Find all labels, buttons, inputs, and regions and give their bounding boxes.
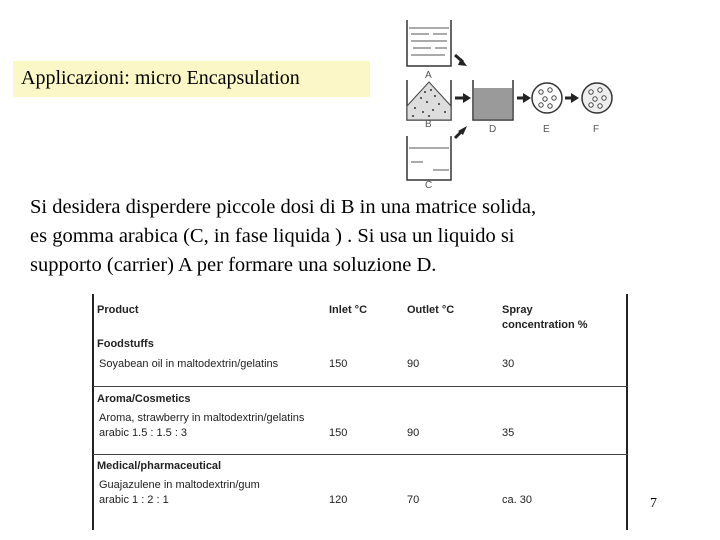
section-aroma-cosmetics: Aroma/Cosmetics (97, 393, 191, 405)
table-cell-outlet: 70 (407, 494, 420, 506)
table-cell-spray: 35 (502, 427, 515, 439)
page-number: 7 (650, 496, 657, 511)
label-c: C (425, 180, 433, 191)
table-cell-inlet: 120 (329, 494, 348, 506)
table-divider (93, 386, 628, 387)
body-line-2: es gomma arabica (C, in fase liquida ) . Si usa un liquido si (30, 225, 515, 247)
table-cell-product-cont: arabic 1 : 2 : 1 (99, 494, 169, 506)
title-box (13, 61, 370, 97)
section-foodstuffs: Foodstuffs (97, 338, 154, 350)
label-b: B (425, 119, 432, 130)
table-cell-inlet: 150 (329, 358, 348, 370)
table-border-left (92, 294, 94, 530)
header-outlet: Outlet °C (407, 304, 455, 316)
beaker-b (407, 80, 451, 120)
label-f: F (593, 124, 600, 135)
section-medical-pharmaceutical: Medical/pharmaceutical (97, 460, 222, 472)
header-inlet: Inlet °C (329, 304, 368, 316)
table-cell-spray: 30 (502, 358, 515, 370)
diagram-svg (395, 10, 625, 192)
table-cell-product-cont: arabic 1.5 : 1.5 : 3 (99, 427, 188, 439)
table-cell-outlet: 90 (407, 358, 420, 370)
header-product: Product (97, 304, 139, 316)
beaker-d (473, 80, 513, 120)
table-cell-product: Aroma, strawberry in maltodextrin/gelatins (99, 412, 305, 424)
body-line-3: supporto (carrier) A per formare una soluzione D. (30, 254, 437, 276)
table-cell-product: Soyabean oil in maltodextrin/gelatins (99, 358, 279, 370)
table-cell-product: Guajazulene in maltodextrin/gum (99, 479, 260, 491)
label-a: A (425, 70, 432, 81)
spray-drying-table (93, 294, 628, 530)
body-paragraph (30, 193, 690, 280)
table-cell-inlet: 150 (329, 427, 348, 439)
body-line-1: Si desidera disperdere piccole dosi di B in una matrice solida, (30, 196, 537, 218)
particle-f (582, 83, 612, 113)
label-e: E (543, 124, 550, 135)
table-divider (93, 454, 628, 455)
table-cell-spray: ca. 30 (502, 494, 532, 506)
table-cell-outlet: 90 (407, 427, 420, 439)
particle-e (532, 83, 562, 113)
header-spray-concentration: concentration % (502, 319, 588, 331)
slide-title: Applicazioni: micro Encapsulation (21, 67, 300, 89)
table-border-right (626, 294, 628, 530)
label-d: D (489, 124, 497, 135)
header-spray: Spray (502, 304, 533, 316)
encapsulation-diagram (395, 10, 625, 192)
beaker-a (407, 20, 451, 66)
beaker-c (407, 136, 451, 180)
